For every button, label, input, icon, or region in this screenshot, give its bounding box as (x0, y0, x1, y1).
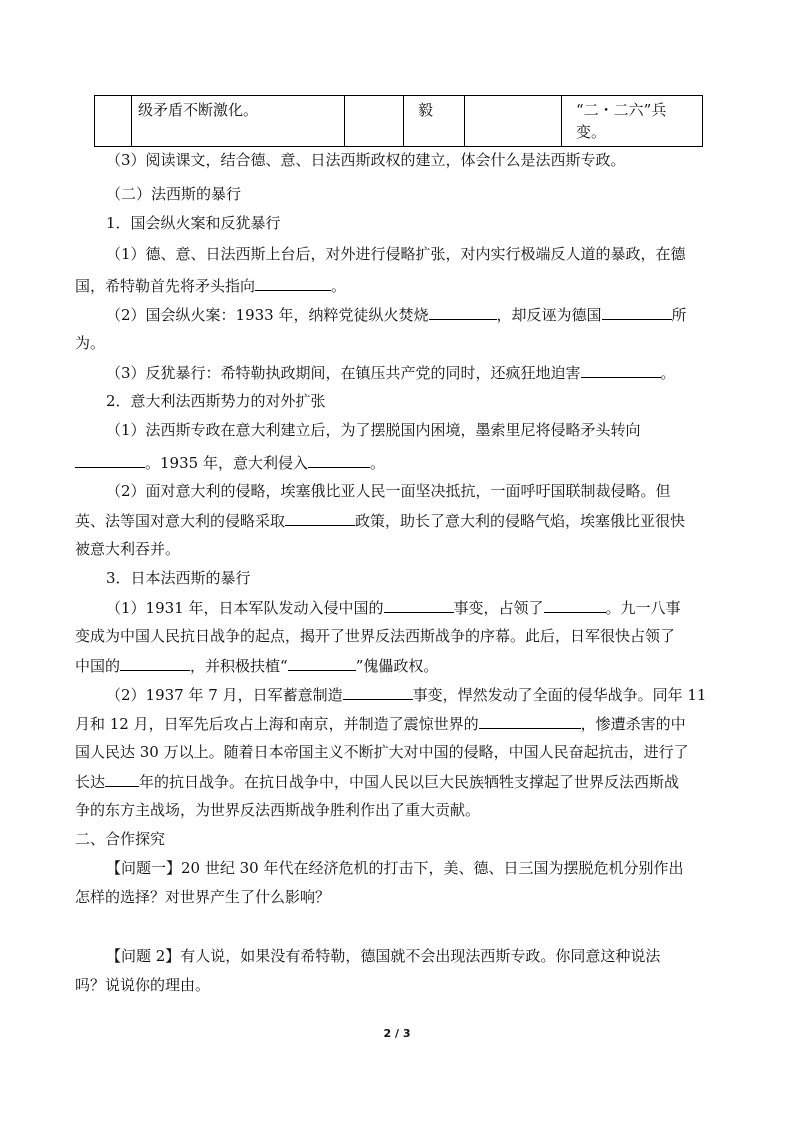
text-segment: 英、法等国对意大利的侵略采取 (75, 512, 286, 530)
text-segment: 。 (331, 277, 347, 295)
text-segment: ，惨遭杀害的中 (580, 715, 686, 733)
text-line: （2）面对意大利的侵略，埃塞俄比亚人民一面坚决抵抗，一面呼吁国联制裁侵略。但 (106, 482, 671, 500)
text-segment: 。1935 年，意大利侵入 (145, 454, 308, 472)
table-cell: 级矛盾不断激化。 (132, 96, 345, 147)
text-line (106, 304, 687, 325)
text-line (106, 362, 676, 383)
text-segment: 长达 (75, 773, 106, 791)
text-segment: 。 (369, 454, 385, 472)
text-line: （1）法西斯专政在意大利建立后，为了摆脱国内困境，墨索里尼将侵略矛头转向 (106, 421, 641, 439)
fill-blank (581, 362, 661, 378)
text-segment: ”傀儡政权。 (355, 657, 439, 675)
text-segment: ，却反诬为德国 (496, 306, 602, 324)
fill-blank (384, 597, 454, 613)
fill-blank (120, 655, 190, 671)
table-cell (562, 96, 703, 147)
table-cell-line: 变。 (576, 123, 607, 141)
subsection-heading: 3．日本法西斯的暴行 (106, 569, 251, 587)
fill-blank (75, 452, 145, 468)
text-segment: （2）1937 年 7 月，日军蓄意制造 (106, 686, 343, 704)
section-heading: 二、合作探究 (75, 830, 166, 848)
text-line: 国人民达 30 万以上。随着日本帝国主义不断扩大对中国的侵略，中国人民奋起抗击，进行了 (75, 743, 689, 761)
text-segment: ，并积极扶植“ (190, 657, 288, 675)
info-table (94, 95, 703, 147)
subsection-heading: 1．国会纵火案和反犹暴行 (106, 214, 281, 232)
question-text: 怎样的选择？对世界产生了什么影响？ (75, 888, 331, 906)
table-cell (345, 96, 404, 147)
text-line: 为。 (75, 334, 106, 352)
fill-blank (602, 304, 672, 320)
text-line: 争的东方主战场，为世界反法西斯战争胜利作出了重大贡献。 (75, 801, 481, 819)
question-text: 【问题一】20 世纪 30 年代在经济危机的打击下，美、德、日三国为摆脱危机分别作出 (106, 859, 684, 877)
text-segment: 中国的 (75, 657, 121, 675)
section-heading: （二）法西斯的暴行 (106, 185, 242, 203)
text-segment: 年的抗日战争。在抗日战争中，中国人民以巨大民族牺牲支撑起了世界反法西斯战 (139, 773, 680, 791)
fill-blank (544, 597, 606, 613)
fill-blank (288, 655, 356, 671)
question-text: 【问题 2】有人说，如果没有希特勒，德国就不会出现法西斯专政。你同意这种说法 (106, 947, 661, 965)
fill-blank (105, 771, 139, 787)
text-segment: 月和 12 月，日军先后攻占上海和南京，并制造了震惊世界的 (75, 715, 479, 733)
text-segment: 事变，占领了 (453, 599, 544, 617)
fill-blank (285, 510, 355, 526)
page-number: 2 / 3 (383, 1027, 411, 1040)
fill-blank (479, 713, 581, 729)
text-line (75, 510, 685, 531)
text-segment: 国，希特勒首先将矛头指向 (75, 277, 256, 295)
text-segment: 。 (660, 364, 676, 382)
text-line (106, 597, 681, 618)
table-cell: 毅 (404, 96, 465, 147)
fill-blank (429, 304, 497, 320)
fill-blank (255, 275, 331, 291)
text-segment: （1）1931 年，日本军队发动入侵中国的 (106, 599, 384, 617)
text-segment: 政策，助长了意大利的侵略气焰，埃塞俄比亚很快 (355, 512, 686, 530)
text-segment: 。九一八事 (605, 599, 681, 617)
text-line (75, 771, 679, 792)
text-line (75, 452, 385, 473)
text-segment: 所 (671, 306, 687, 324)
text-line: （3）阅读课文，结合德、意、日法西斯政权的建立，体会什么是法西斯专政。 (106, 151, 626, 169)
text-line (75, 275, 346, 296)
text-line: 被意大利吞并。 (75, 540, 181, 558)
text-segment: （2）国会纵火案：1933 年，纳粹党徒纵火焚烧 (106, 306, 429, 324)
question-text: 吗？说说你的理由。 (75, 976, 211, 994)
text-line (106, 684, 706, 705)
text-segment: （3）反犹暴行：希特勒执政期间，在镇压共产党的同时，还疯狂地迫害 (106, 364, 581, 382)
text-line (75, 655, 438, 676)
text-line: 变成为中国人民抗日战争的起点，揭开了世界反法西斯战争的序幕。此后，日军很快占领了 (75, 627, 676, 645)
table-cell (95, 96, 132, 147)
text-segment: 事变，悍然发动了全面的侵华战争。同年 11 (412, 686, 707, 704)
table-row (95, 96, 703, 147)
text-line: （1）德、意、日法西斯上台后，对外进行侵略扩张，对内实行极端反人道的暴政，在德 (106, 245, 686, 263)
text-line (75, 713, 686, 734)
table-cell (465, 96, 562, 147)
fill-blank (343, 684, 413, 700)
table-cell-line: “二・二六”兵 (576, 101, 667, 119)
fill-blank (308, 452, 370, 468)
subsection-heading: 2．意大利法西斯势力的对外扩张 (106, 392, 326, 410)
